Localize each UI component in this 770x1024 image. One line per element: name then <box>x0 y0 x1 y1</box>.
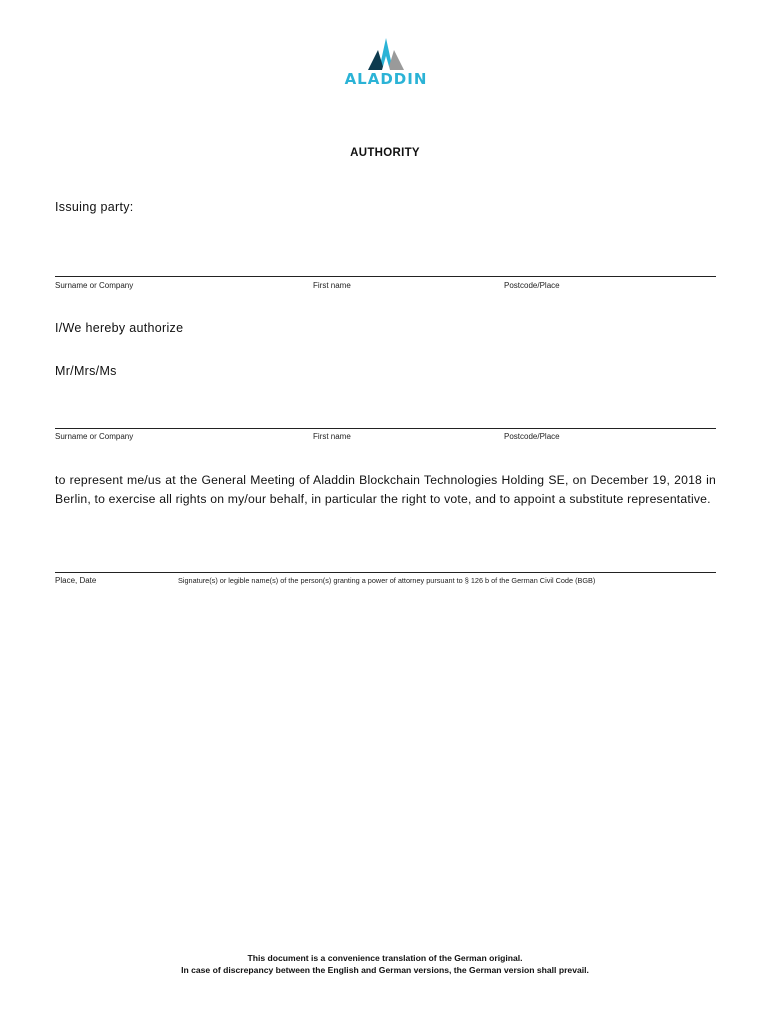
surname-label-1: Surname or Company <box>55 281 134 290</box>
postcode-label-1: Postcode/Place <box>504 281 560 290</box>
aladdin-triangle-logo-icon <box>338 36 434 72</box>
issuing-party-line <box>55 276 716 277</box>
surname-label-2: Surname or Company <box>55 432 134 441</box>
first-name-label-1: First name <box>313 281 351 290</box>
document-title: AUTHORITY <box>350 147 420 159</box>
representative-line <box>55 428 716 429</box>
authority-paragraph: to represent me/us at the General Meeting of Aladdin Blockchain Technologies Holding SE, on December 19, 2018 in Berlin, to exercise all rights on my/our behalf, in particular the right to vote, and to appoint a substitute representative. <box>55 473 716 506</box>
salutation-text: Mr/Mrs/Ms <box>55 364 117 378</box>
footer-line-2: In case of discrepancy between the English and German versions, the German version shall prevail. <box>181 965 589 975</box>
footer-note <box>0 952 770 976</box>
postcode-label-2: Postcode/Place <box>504 432 560 441</box>
authorize-text: I/We hereby authorize <box>55 321 184 335</box>
signature-line <box>55 572 716 573</box>
place-date-label: Place, Date <box>55 576 97 585</box>
company-logo <box>338 36 434 90</box>
footer-line-1: This document is a convenience translation of the German original. <box>247 953 523 963</box>
logo-text: ALADDIN <box>344 70 428 88</box>
issuing-party-label: Issuing party: <box>55 200 134 214</box>
signature-label: Signature(s) or legible name(s) of the person(s) granting a power of attorney pursuant to § 126 b of the German Civil Code (BGB) <box>178 576 596 585</box>
first-name-label-2: First name <box>313 432 351 441</box>
